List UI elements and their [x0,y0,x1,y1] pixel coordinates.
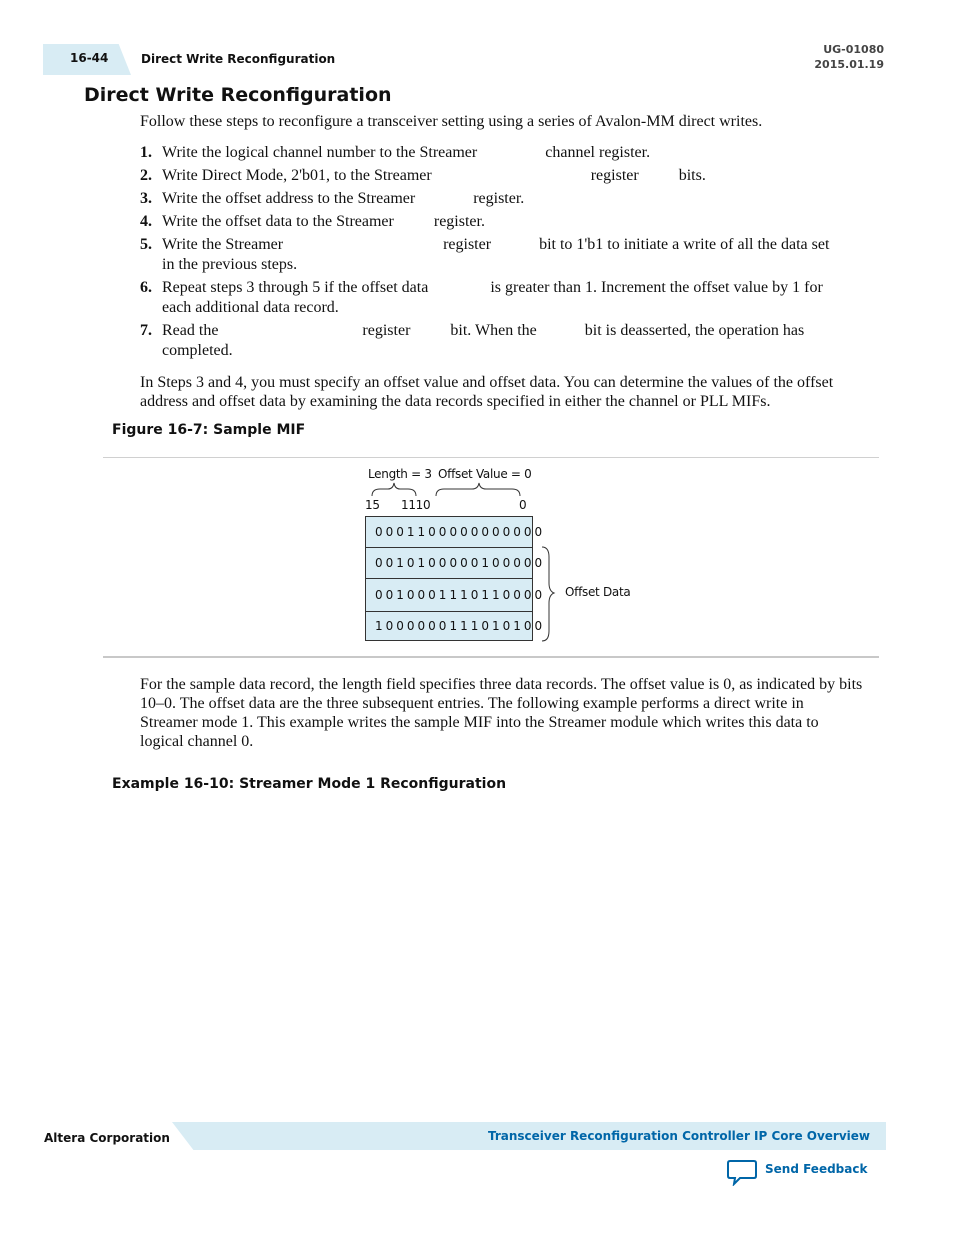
list-item [140,189,864,209]
steps-note-paragraph: In Steps 3 and 4, you must specify an offset value and offset data. You can determine the values of the offset address and offset data by examining the data records specified in either the channel or PLL MIFs. [140,374,834,410]
step-text: bit to 1'b1 to initiate a write of all the data set [539,236,830,253]
step-text: completed. [162,342,233,359]
step-text: register [362,322,411,339]
steps-list [140,143,864,364]
step-text: each additional data record. [162,299,339,316]
step-text: Write the logical channel number to the Streamer [162,144,478,161]
step-text: Write Direct Mode, 2'b01, to the Streamer [162,167,432,184]
step-number: 6. [140,279,152,296]
figure-top-rule [103,457,879,458]
step-number: 5. [140,236,152,253]
list-item [140,166,864,186]
offset-value-brace [436,483,520,496]
page-number: 16-44 [70,51,109,65]
footer-company: Altera Corporation [44,1131,170,1145]
step-text: channel register. [545,144,651,161]
document-id: UG-01080 [823,43,884,56]
step-text: register [443,236,492,253]
offset-data-brace [538,545,558,645]
running-header-title: Direct Write Reconfiguration [141,52,336,66]
mif-data-row: 1000000111010100 [365,611,533,641]
step-text: Write the Streamer [162,236,284,253]
step-number: 3. [140,190,152,207]
length-label: Length = 3 [368,467,432,481]
step-text: bit is deasserted, the operation has [584,322,805,339]
list-item [140,212,864,232]
document-date: 2015.01.19 [814,58,884,71]
step-text: Read the [162,322,219,339]
field-braces [360,480,540,500]
example-caption: Example 16-10: Streamer Mode 1 Reconfiguration [112,776,507,792]
offset-data-label: Offset Data [565,585,631,599]
step-number: 4. [140,213,152,230]
mif-header-row: 0001100000000000 [365,516,533,548]
step-text: Write the offset address to the Streamer [162,190,416,207]
figure-caption: Figure 16-7: Sample MIF [112,422,306,438]
list-item [140,278,864,318]
step-text: Repeat steps 3 through 5 if the offset data [162,279,429,296]
step-number: 1. [140,144,152,161]
step-text: bit. When the [450,322,537,339]
step-text: Write the offset data to the Streamer [162,213,394,230]
bit-0-label: 0 [519,498,527,512]
figure-bottom-rule [103,656,879,658]
step-text: register. [473,190,525,207]
bit-1110-label: 1110 [401,498,431,512]
mif-data-row: 0010001110110000 [365,578,533,612]
step-number: 2. [140,167,152,184]
step-number: 7. [140,322,152,339]
intro-paragraph: Follow these steps to reconfigure a transceiver setting using a series of Avalon-MM direct writes. [140,113,763,130]
length-brace [372,483,416,496]
bit-15-label: 15 [365,498,380,512]
offset-value-label: Offset Value = 0 [438,467,532,481]
speech-bubble-icon[interactable] [726,1158,758,1186]
step-text: in the previous steps. [162,256,298,273]
list-item [140,143,864,163]
step-text: register. [433,213,485,230]
step-text: register [590,167,639,184]
step-text: is greater than 1. Increment the offset value by 1 for [490,279,823,296]
send-feedback-link[interactable]: Send Feedback [765,1162,868,1176]
list-item [140,321,864,361]
footer-document-title-link[interactable]: Transceiver Reconfiguration Controller IP Core Overview [487,1129,870,1143]
section-title: Direct Write Reconfiguration [84,84,392,106]
body-paragraph: For the sample data record, the length field specifies three data records. The offset value is 0, as indicated by bits 10–0. The offset data are the three subsequent entries. The following example performs a direct write in Streamer mode 1. This example writes the sample MIF into the Streamer module which writes this data to logical channel 0. [140,676,863,750]
step-text: bits. [678,167,706,184]
mif-data-row: 0010100000100000 [365,547,533,579]
list-item [140,235,864,275]
